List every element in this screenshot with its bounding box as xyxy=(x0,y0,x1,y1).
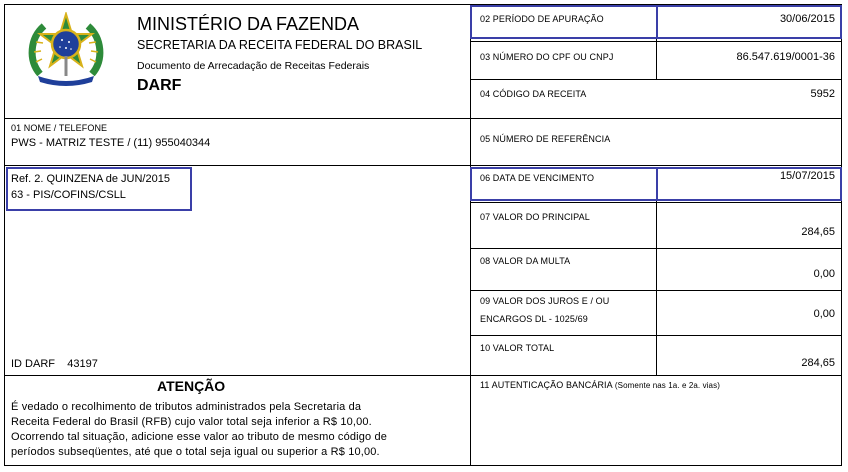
attention-line: Ocorrendo tal situação, adicione esse valor ao tributo de mesmo código de xyxy=(11,431,387,443)
reference-line2: 63 - PIS/COFINS/CSLL xyxy=(11,189,126,201)
document-title: Documento de Arrecadação de Receitas Federais xyxy=(137,60,370,72)
name-label: 01 NOME / TELEFONE xyxy=(11,123,108,133)
interest-value: 0,00 xyxy=(813,308,835,320)
attention-line: É vedado o recolhimento de tributos administrados pela Secretaria da xyxy=(11,401,362,413)
right-inner-divider-bottom xyxy=(656,198,657,375)
bank-auth-label-text: 11 AUTENTICAÇÃO BANCÁRIA xyxy=(480,380,613,390)
attention-text xyxy=(11,400,387,460)
due-date-label: 06 DATA DE VENCIMENTO xyxy=(480,173,595,183)
revenue-code-value: 5952 xyxy=(810,88,835,100)
total-value: 284,65 xyxy=(801,357,835,369)
secretariat-title: SECRETARIA DA RECEITA FEDERAL DO BRASIL xyxy=(137,38,423,52)
bank-auth-label xyxy=(480,380,720,390)
id-darf-label: ID DARF xyxy=(11,358,55,370)
brazil-coat-of-arms-icon xyxy=(26,12,106,90)
attention-line: Receita Federal do Brasil (RFB) cujo valor total seja inferior a R$ 10,00. xyxy=(11,416,372,428)
period-label: 02 PERÍODO DE APURAÇÃO xyxy=(480,14,604,24)
center-divider xyxy=(470,5,471,465)
attention-line: períodos subseqüentes, até que o total seja igual ou superior a R$ 10,00. xyxy=(11,446,380,458)
principal-label: 07 VALOR DO PRINCIPAL xyxy=(480,212,590,222)
revenue-code-label: 04 CÓDIGO DA RECEITA xyxy=(480,89,587,99)
fine-value: 0,00 xyxy=(813,268,835,280)
name-value: PWS - MATRIZ TESTE / (11) 955040344 xyxy=(11,137,211,149)
id-darf xyxy=(11,358,98,370)
darf-form xyxy=(4,4,842,466)
id-darf-value: 43197 xyxy=(67,358,98,370)
total-label: 10 VALOR TOTAL xyxy=(480,343,555,353)
bank-auth-note: (Somente nas 1a. e 2a. vias) xyxy=(614,381,720,390)
reference-line1: Ref. 2. QUINZENA de JUN/2015 xyxy=(11,173,170,185)
interest-label-2: ENCARGOS DL - 1025/69 xyxy=(480,314,588,324)
cnpj-label: 03 NÚMERO DO CPF OU CNPJ xyxy=(480,52,614,62)
interest-label-1: 09 VALOR DOS JUROS E / OU xyxy=(480,296,610,306)
fine-label: 08 VALOR DA MULTA xyxy=(480,256,571,266)
ministry-title: MINISTÉRIO DA FAZENDA xyxy=(137,14,360,34)
principal-value: 284,65 xyxy=(801,226,835,238)
cnpj-value: 86.547.619/0001-36 xyxy=(736,51,835,63)
period-value: 30/06/2015 xyxy=(779,13,835,25)
due-date-value: 15/07/2015 xyxy=(779,170,835,182)
attention-title: ATENÇÃO xyxy=(157,378,226,394)
reference-number-label: 05 NÚMERO DE REFERÊNCIA xyxy=(480,134,611,144)
form-name: DARF xyxy=(137,77,182,94)
